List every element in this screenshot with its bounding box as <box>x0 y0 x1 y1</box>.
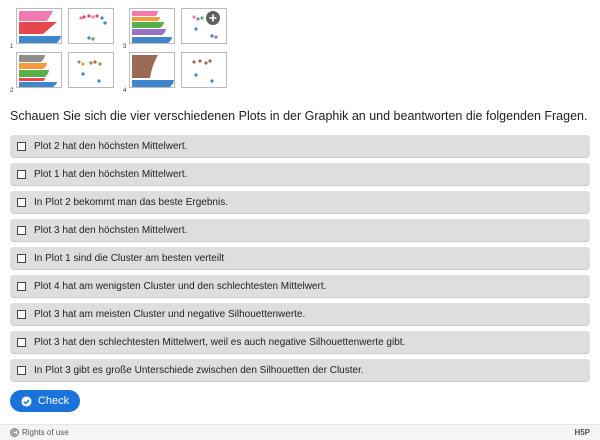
plot-1-silhouette-shapes <box>17 9 62 44</box>
cluster-band <box>19 82 57 87</box>
answer-option-5[interactable] <box>10 247 590 269</box>
scatter-point <box>194 27 197 30</box>
scatter-point <box>214 35 217 38</box>
plot-3-scatter-points <box>182 9 227 44</box>
plot-3-scatter <box>181 8 227 44</box>
answer-option-4[interactable] <box>10 219 590 241</box>
plot-2-silhouette-shapes <box>17 53 62 88</box>
answer-option-label: Plot 4 hat am wenigsten Cluster und den schlechtesten Mittelwert. <box>34 280 327 292</box>
cluster-band <box>132 11 158 16</box>
cluster-band <box>19 78 45 81</box>
answer-option-label: Plot 2 hat den höchsten Mittelwert. <box>34 140 188 152</box>
plot-number-2: 2 <box>10 88 14 94</box>
plot-2-scatter-points <box>69 53 114 88</box>
answer-option-8[interactable] <box>10 331 590 353</box>
scatter-point <box>200 16 203 19</box>
scatter-point <box>91 37 94 40</box>
answer-option-label: Plot 3 hat den schlechtesten Mittelwert, weil es auch negative Silhouettenwerte gibt. <box>34 336 406 348</box>
answer-option-label: In Plot 3 gibt es große Unterschiede zwischen den Silhouetten der Cluster. <box>34 364 364 376</box>
cluster-band <box>132 55 158 78</box>
cluster-band <box>19 36 61 43</box>
rights-of-use-label: Rights of use <box>22 428 69 437</box>
cluster-band <box>132 17 160 21</box>
plot-number-3: 3 <box>123 44 127 50</box>
check-icon <box>21 396 32 407</box>
plot-4-scatter-points <box>182 53 227 88</box>
checkbox[interactable] <box>17 310 26 319</box>
plot-2-scatter <box>68 52 114 88</box>
plot-1-silhouette <box>16 8 62 44</box>
answer-option-2[interactable] <box>10 163 590 185</box>
answer-option-3[interactable] <box>10 191 590 213</box>
checkbox[interactable] <box>17 142 26 151</box>
question-text: Schauen Sie sich die vier verschiedenen Plots in der Graphik an und beantworten die folgenden Fragen. <box>10 109 588 123</box>
scatter-point <box>79 16 82 19</box>
scatter-point <box>210 34 213 37</box>
scatter-point <box>81 62 84 65</box>
answer-option-1[interactable] <box>10 135 590 157</box>
cluster-band <box>132 29 166 35</box>
plot-1-scatter <box>68 8 114 44</box>
checkbox[interactable] <box>17 366 26 375</box>
plot-4-silhouette-shapes <box>130 53 175 88</box>
cluster-band <box>19 55 45 62</box>
zoom-image-button[interactable] <box>206 11 220 25</box>
plot-2-silhouette <box>16 52 62 88</box>
scatter-point <box>100 16 103 19</box>
scatter-point <box>192 60 195 63</box>
cluster-band <box>19 11 53 21</box>
answer-option-label: Plot 3 hat den höchsten Mittelwert. <box>34 224 188 236</box>
scatter-point <box>208 59 211 62</box>
checkbox[interactable] <box>17 198 26 207</box>
scatter-point <box>89 61 92 64</box>
cluster-band <box>19 70 49 77</box>
answer-option-9[interactable] <box>10 359 590 381</box>
answer-option-label: In Plot 2 bekommt man das beste Ergebnis. <box>34 196 228 208</box>
scatter-point <box>87 36 90 39</box>
checkbox[interactable] <box>17 254 26 263</box>
plot-4-scatter <box>181 52 227 88</box>
answer-option-6[interactable] <box>10 275 590 297</box>
cluster-band <box>132 22 164 28</box>
scatter-point <box>95 14 98 17</box>
footer-bar <box>0 424 600 440</box>
answer-option-label: Plot 3 hat am meisten Cluster und negative Silhouettenwerte. <box>34 308 306 320</box>
answer-option-7[interactable] <box>10 303 590 325</box>
answer-options <box>10 135 590 387</box>
scatter-point <box>91 15 94 18</box>
plot-number-1: 1 <box>10 44 14 50</box>
answer-option-label: In Plot 1 sind die Cluster am besten verteilt <box>34 252 225 264</box>
scatter-point <box>198 59 201 62</box>
plot-number-4: 4 <box>123 88 127 94</box>
silhouette-plots-figure <box>10 8 225 94</box>
plus-icon <box>209 14 217 22</box>
copyright-icon <box>10 428 19 437</box>
scatter-point <box>196 17 199 20</box>
cluster-band <box>19 63 47 69</box>
checkbox[interactable] <box>17 282 26 291</box>
scatter-point <box>93 60 96 63</box>
plot-4-silhouette <box>129 52 175 88</box>
scatter-point <box>87 14 90 17</box>
plot-3-silhouette <box>129 8 175 44</box>
checkbox[interactable] <box>17 226 26 235</box>
scatter-point <box>82 15 85 18</box>
h5p-logo: H5P <box>574 428 590 437</box>
scatter-point <box>97 79 100 82</box>
rights-of-use-link[interactable] <box>10 428 69 437</box>
answer-option-label: Plot 1 hat den höchsten Mittelwert. <box>34 168 188 180</box>
scatter-point <box>98 62 101 65</box>
plot-3-silhouette-shapes <box>130 9 175 44</box>
scatter-point <box>103 21 106 24</box>
cluster-band <box>132 80 174 87</box>
check-button[interactable] <box>10 390 80 412</box>
cluster-band <box>19 22 57 34</box>
scatter-point <box>194 73 197 76</box>
scatter-point <box>81 72 84 75</box>
scatter-point <box>204 61 207 64</box>
checkbox[interactable] <box>17 170 26 179</box>
cluster-band <box>132 37 172 43</box>
scatter-point <box>192 15 195 18</box>
plot-1-scatter-points <box>69 9 114 44</box>
scatter-point <box>77 60 80 63</box>
checkbox[interactable] <box>17 338 26 347</box>
check-button-label: Check <box>37 395 70 407</box>
scatter-point <box>210 79 213 82</box>
